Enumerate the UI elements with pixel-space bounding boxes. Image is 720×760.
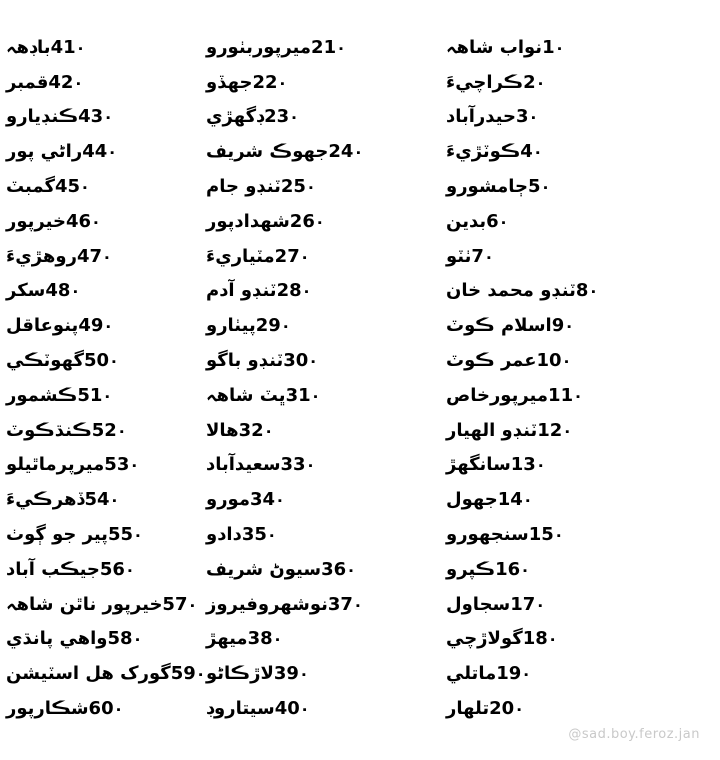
separator-dot: ۰ bbox=[314, 211, 325, 231]
item-number: 26 bbox=[289, 210, 315, 232]
item-number: 36 bbox=[321, 558, 347, 580]
item-number: 33 bbox=[280, 454, 306, 476]
separator-dot: ۰ bbox=[124, 559, 135, 579]
item-name: جهوڪ شريف bbox=[206, 141, 329, 163]
list-item bbox=[440, 448, 720, 483]
separator-dot: ۰ bbox=[102, 246, 112, 266]
item-number: 42 bbox=[48, 71, 74, 93]
item-name: ڏهرڪيءَ bbox=[6, 489, 85, 511]
separator-dot: ۰ bbox=[483, 246, 494, 266]
item-name: مٽياريءَ bbox=[206, 245, 275, 267]
item-name: پنوعاقل bbox=[6, 315, 79, 337]
separator-dot: ۰ bbox=[562, 420, 573, 440]
separator-dot: ۰ bbox=[308, 351, 319, 371]
item-name: جهڏو bbox=[206, 71, 253, 93]
separator-dot: ۰ bbox=[301, 281, 312, 301]
list-item bbox=[440, 204, 720, 239]
item-number: 7 bbox=[471, 245, 484, 267]
item-number: 50 bbox=[83, 350, 109, 372]
item-name: ڄامشورو bbox=[446, 176, 529, 198]
list-item bbox=[440, 239, 720, 274]
separator-dot: ۰ bbox=[310, 385, 321, 405]
list-item bbox=[0, 30, 200, 65]
item-number: 12 bbox=[537, 419, 563, 441]
list-item bbox=[440, 274, 720, 309]
item-number: 17 bbox=[510, 593, 536, 615]
separator-dot: ۰ bbox=[91, 211, 101, 231]
item-number: 52 bbox=[91, 419, 117, 441]
list-item bbox=[0, 204, 200, 239]
list-item bbox=[440, 482, 720, 517]
separator-dot: ۰ bbox=[277, 72, 288, 92]
item-name: خيرپور ناٿن شاهہ bbox=[6, 593, 163, 615]
item-name: سجاول bbox=[446, 593, 511, 615]
separator-dot: ۰ bbox=[528, 107, 539, 127]
list-item bbox=[440, 622, 720, 657]
item-name: واهي پانڌي bbox=[6, 628, 108, 650]
separator-dot: ۰ bbox=[522, 490, 533, 510]
list-item bbox=[200, 204, 440, 239]
item-number: 45 bbox=[54, 176, 80, 198]
list-item bbox=[0, 239, 200, 274]
item-name: ٽنڊو آدم bbox=[206, 280, 277, 302]
item-name: باڊهہ bbox=[6, 36, 51, 58]
item-number: 20 bbox=[489, 698, 515, 720]
item-number: 31 bbox=[285, 384, 311, 406]
item-number: 28 bbox=[276, 280, 302, 302]
item-name: مورو bbox=[206, 489, 250, 511]
separator-dot: ۰ bbox=[532, 142, 543, 162]
item-name: دادو bbox=[206, 524, 242, 546]
list-item bbox=[440, 169, 720, 204]
item-number: 43 bbox=[78, 106, 104, 128]
list-item bbox=[0, 169, 200, 204]
item-name: سنجهورو bbox=[446, 524, 529, 546]
item-number: 22 bbox=[252, 71, 278, 93]
item-number: 1 bbox=[542, 36, 555, 58]
item-name: ڀٽ شاهہ bbox=[206, 384, 286, 406]
item-name: ڪوٽڙيءَ bbox=[446, 141, 521, 163]
separator-dot: ۰ bbox=[116, 420, 127, 440]
item-name: عمر ڪوٽ bbox=[446, 350, 537, 372]
separator-dot: ۰ bbox=[70, 281, 81, 301]
separator-dot: ۰ bbox=[299, 699, 310, 719]
item-name: شهدادپور bbox=[206, 210, 290, 232]
item-number: 58 bbox=[107, 628, 133, 650]
list-item bbox=[440, 587, 720, 622]
item-name: لاڙڪاڻو bbox=[206, 663, 274, 685]
list-item bbox=[200, 274, 440, 309]
item-name: ميرپوربٺورو bbox=[206, 36, 312, 58]
item-number: 25 bbox=[280, 176, 306, 198]
separator-dot: ۰ bbox=[102, 385, 113, 405]
separator-dot: ۰ bbox=[305, 177, 316, 197]
separator-dot: ۰ bbox=[266, 525, 277, 545]
list-item bbox=[440, 378, 720, 413]
item-name: راڻي پور bbox=[6, 141, 83, 163]
list-item bbox=[0, 552, 200, 587]
item-number: 21 bbox=[311, 36, 337, 58]
item-number: 11 bbox=[548, 384, 574, 406]
separator-dot: ۰ bbox=[564, 316, 574, 336]
item-name: نواب شاهہ bbox=[446, 36, 543, 58]
list-item bbox=[200, 552, 440, 587]
item-name: جهول bbox=[446, 489, 498, 511]
list-item bbox=[0, 378, 200, 413]
item-number: 54 bbox=[84, 489, 110, 511]
separator-dot: ۰ bbox=[353, 142, 364, 162]
list-item bbox=[440, 656, 720, 691]
item-name: ٽنڊو باگو bbox=[206, 350, 284, 372]
item-number: 37 bbox=[327, 593, 353, 615]
item-number: 6 bbox=[486, 210, 499, 232]
separator-dot: ۰ bbox=[103, 107, 113, 127]
item-name: سکر bbox=[6, 280, 46, 302]
city-list bbox=[0, 30, 720, 730]
separator-dot: ۰ bbox=[133, 525, 143, 545]
separator-dot: ۰ bbox=[263, 420, 274, 440]
item-name: پيٺارو bbox=[206, 315, 256, 337]
separator-dot: ۰ bbox=[132, 629, 143, 649]
item-number: 56 bbox=[99, 558, 125, 580]
item-number: 57 bbox=[162, 593, 188, 615]
item-number: 10 bbox=[536, 350, 562, 372]
item-name: جيڪب آباد bbox=[6, 558, 100, 580]
list-item bbox=[200, 65, 440, 100]
item-number: 46 bbox=[65, 210, 91, 232]
item-number: 38 bbox=[247, 628, 273, 650]
list-item bbox=[440, 691, 720, 726]
separator-dot: ۰ bbox=[540, 177, 551, 197]
watermark: @sad.boy.feroz.jan bbox=[568, 727, 700, 742]
separator-dot: ۰ bbox=[275, 490, 285, 510]
item-number: 59 bbox=[170, 663, 196, 685]
item-number: 60 bbox=[88, 698, 114, 720]
list-item bbox=[200, 587, 440, 622]
list-item bbox=[0, 413, 200, 448]
separator-dot: ۰ bbox=[129, 455, 140, 475]
separator-dot: ۰ bbox=[336, 37, 346, 57]
list-item bbox=[440, 552, 720, 587]
list-item bbox=[200, 308, 440, 343]
item-number: 48 bbox=[45, 280, 71, 302]
item-name: گورک هل اسٽيشن bbox=[6, 663, 171, 685]
list-item bbox=[440, 134, 720, 169]
item-number: 18 bbox=[522, 628, 548, 650]
item-number: 39 bbox=[273, 663, 299, 685]
item-name: اسلام ڪوٽ bbox=[446, 315, 552, 337]
separator-dot: ۰ bbox=[80, 177, 90, 197]
item-name: ٽنڊو الهيار bbox=[446, 419, 538, 441]
item-name: ماتلي bbox=[446, 663, 497, 685]
list-item bbox=[200, 378, 440, 413]
item-number: 40 bbox=[274, 698, 300, 720]
list-item bbox=[0, 517, 200, 552]
item-name: ڪراچيءَ bbox=[446, 71, 524, 93]
list-item bbox=[440, 30, 720, 65]
item-name: هالا bbox=[206, 419, 239, 441]
item-name: پير جو ڳوٺ bbox=[6, 524, 108, 546]
list-item bbox=[200, 239, 440, 274]
item-number: 8 bbox=[575, 280, 589, 302]
list-item bbox=[200, 622, 440, 657]
item-name: خيرپور bbox=[6, 210, 66, 232]
item-number: 14 bbox=[497, 489, 523, 511]
list-item bbox=[440, 65, 720, 100]
separator-dot: ۰ bbox=[73, 72, 84, 92]
item-name: نوشهروفيروز bbox=[206, 593, 328, 615]
item-number: 3 bbox=[516, 106, 529, 128]
separator-dot: ۰ bbox=[520, 559, 530, 579]
list-item bbox=[0, 656, 206, 691]
item-name: گهوٽڪي bbox=[6, 350, 84, 372]
list-item bbox=[440, 308, 720, 343]
item-number: 2 bbox=[523, 71, 536, 93]
list-item bbox=[440, 413, 720, 448]
item-name: ڪپرو bbox=[446, 558, 496, 580]
separator-dot: ۰ bbox=[535, 72, 546, 92]
item-name: ٽنڊو محمد خان bbox=[446, 280, 576, 302]
item-number: 47 bbox=[76, 245, 102, 267]
separator-dot: ۰ bbox=[272, 629, 283, 649]
item-name: ميرپورخاص bbox=[446, 384, 549, 406]
item-name: تلهار bbox=[446, 698, 490, 720]
separator-dot: ۰ bbox=[498, 211, 509, 231]
item-number: 15 bbox=[528, 524, 554, 546]
list-item bbox=[440, 517, 720, 552]
separator-dot: ۰ bbox=[75, 37, 86, 57]
separator-dot: ۰ bbox=[109, 351, 119, 371]
item-name: ميرپرماٿيلو bbox=[6, 454, 105, 476]
separator-dot: ۰ bbox=[187, 594, 198, 614]
separator-dot: ۰ bbox=[535, 594, 546, 614]
item-name: گولاڙچي bbox=[446, 628, 523, 650]
list-item bbox=[200, 134, 440, 169]
list-item bbox=[0, 308, 200, 343]
list-item bbox=[0, 343, 200, 378]
item-name: ڪنڌڪوٽ bbox=[6, 419, 92, 441]
item-number: 24 bbox=[328, 141, 354, 163]
separator-dot: ۰ bbox=[299, 246, 310, 266]
separator-dot: ۰ bbox=[547, 629, 558, 649]
item-name: ميهڙ bbox=[206, 628, 248, 650]
list-item bbox=[0, 691, 200, 726]
item-number: 32 bbox=[238, 419, 264, 441]
item-name: گمبٽ bbox=[6, 176, 55, 198]
item-name: شڪارپور bbox=[6, 698, 89, 720]
list-item bbox=[0, 482, 200, 517]
item-name: سعيدآباد bbox=[206, 454, 281, 476]
item-number: 34 bbox=[249, 489, 276, 511]
item-name: ڪشمور bbox=[6, 384, 78, 406]
separator-dot: ۰ bbox=[561, 351, 572, 371]
separator-dot: ۰ bbox=[107, 142, 118, 162]
list-item bbox=[0, 100, 200, 135]
item-number: 5 bbox=[528, 176, 541, 198]
item-name: حيدرآباد bbox=[446, 106, 517, 128]
list-item bbox=[440, 100, 720, 135]
item-number: 4 bbox=[520, 141, 533, 163]
separator-dot: ۰ bbox=[521, 664, 532, 684]
list-item bbox=[200, 100, 440, 135]
separator-dot: ۰ bbox=[535, 455, 546, 475]
list-item bbox=[200, 448, 440, 483]
list-item bbox=[0, 448, 200, 483]
list-item bbox=[200, 691, 440, 726]
item-name: ٽنڊو جام bbox=[206, 176, 281, 198]
item-number: 49 bbox=[78, 315, 104, 337]
list-item bbox=[200, 413, 440, 448]
item-number: 13 bbox=[510, 454, 536, 476]
item-number: 55 bbox=[107, 524, 133, 546]
separator-dot: ۰ bbox=[553, 525, 564, 545]
list-item bbox=[200, 30, 440, 65]
item-name: سانگهڙ bbox=[446, 454, 511, 476]
item-number: 27 bbox=[274, 245, 300, 267]
list-item bbox=[0, 134, 200, 169]
item-number: 53 bbox=[104, 454, 130, 476]
list-item bbox=[0, 622, 200, 657]
item-number: 9 bbox=[551, 315, 565, 337]
separator-dot: ۰ bbox=[514, 699, 524, 719]
list-item bbox=[200, 482, 440, 517]
separator-dot: ۰ bbox=[346, 559, 356, 579]
separator-dot: ۰ bbox=[298, 664, 309, 684]
item-name: سيتاروڊ bbox=[206, 698, 275, 720]
item-number: 23 bbox=[264, 106, 290, 128]
item-number: 30 bbox=[283, 350, 309, 372]
item-name: قمبر bbox=[6, 71, 49, 93]
item-name: ٺٽو bbox=[446, 245, 472, 267]
item-name: بدين bbox=[446, 210, 487, 232]
item-number: 51 bbox=[77, 384, 103, 406]
list-item bbox=[200, 517, 440, 552]
separator-dot: ۰ bbox=[554, 37, 565, 57]
item-number: 16 bbox=[495, 558, 521, 580]
separator-dot: ۰ bbox=[289, 107, 299, 127]
item-number: 41 bbox=[50, 36, 76, 58]
item-name: سيوڻ شريف bbox=[206, 558, 322, 580]
separator-dot: ۰ bbox=[103, 316, 114, 336]
list-item bbox=[440, 343, 720, 378]
item-number: 19 bbox=[496, 663, 522, 685]
list-item bbox=[0, 65, 200, 100]
item-name: ڪنڊيارو bbox=[6, 106, 79, 128]
list-item bbox=[200, 169, 440, 204]
item-number: 29 bbox=[255, 315, 281, 337]
list-item bbox=[0, 587, 200, 622]
list-item bbox=[200, 343, 440, 378]
separator-dot: ۰ bbox=[113, 699, 124, 719]
separator-dot: ۰ bbox=[280, 316, 291, 336]
list-item bbox=[200, 656, 440, 691]
list-item bbox=[0, 274, 200, 309]
item-number: 35 bbox=[241, 524, 267, 546]
item-name: ڊگهڙي bbox=[206, 106, 265, 128]
separator-dot: ۰ bbox=[195, 664, 206, 684]
separator-dot: ۰ bbox=[305, 455, 316, 475]
separator-dot: ۰ bbox=[588, 281, 599, 301]
separator-dot: ۰ bbox=[352, 594, 363, 614]
separator-dot: ۰ bbox=[573, 385, 583, 405]
separator-dot: ۰ bbox=[109, 490, 120, 510]
item-number: 44 bbox=[82, 141, 108, 163]
item-name: روهڙيءَ bbox=[6, 245, 77, 267]
